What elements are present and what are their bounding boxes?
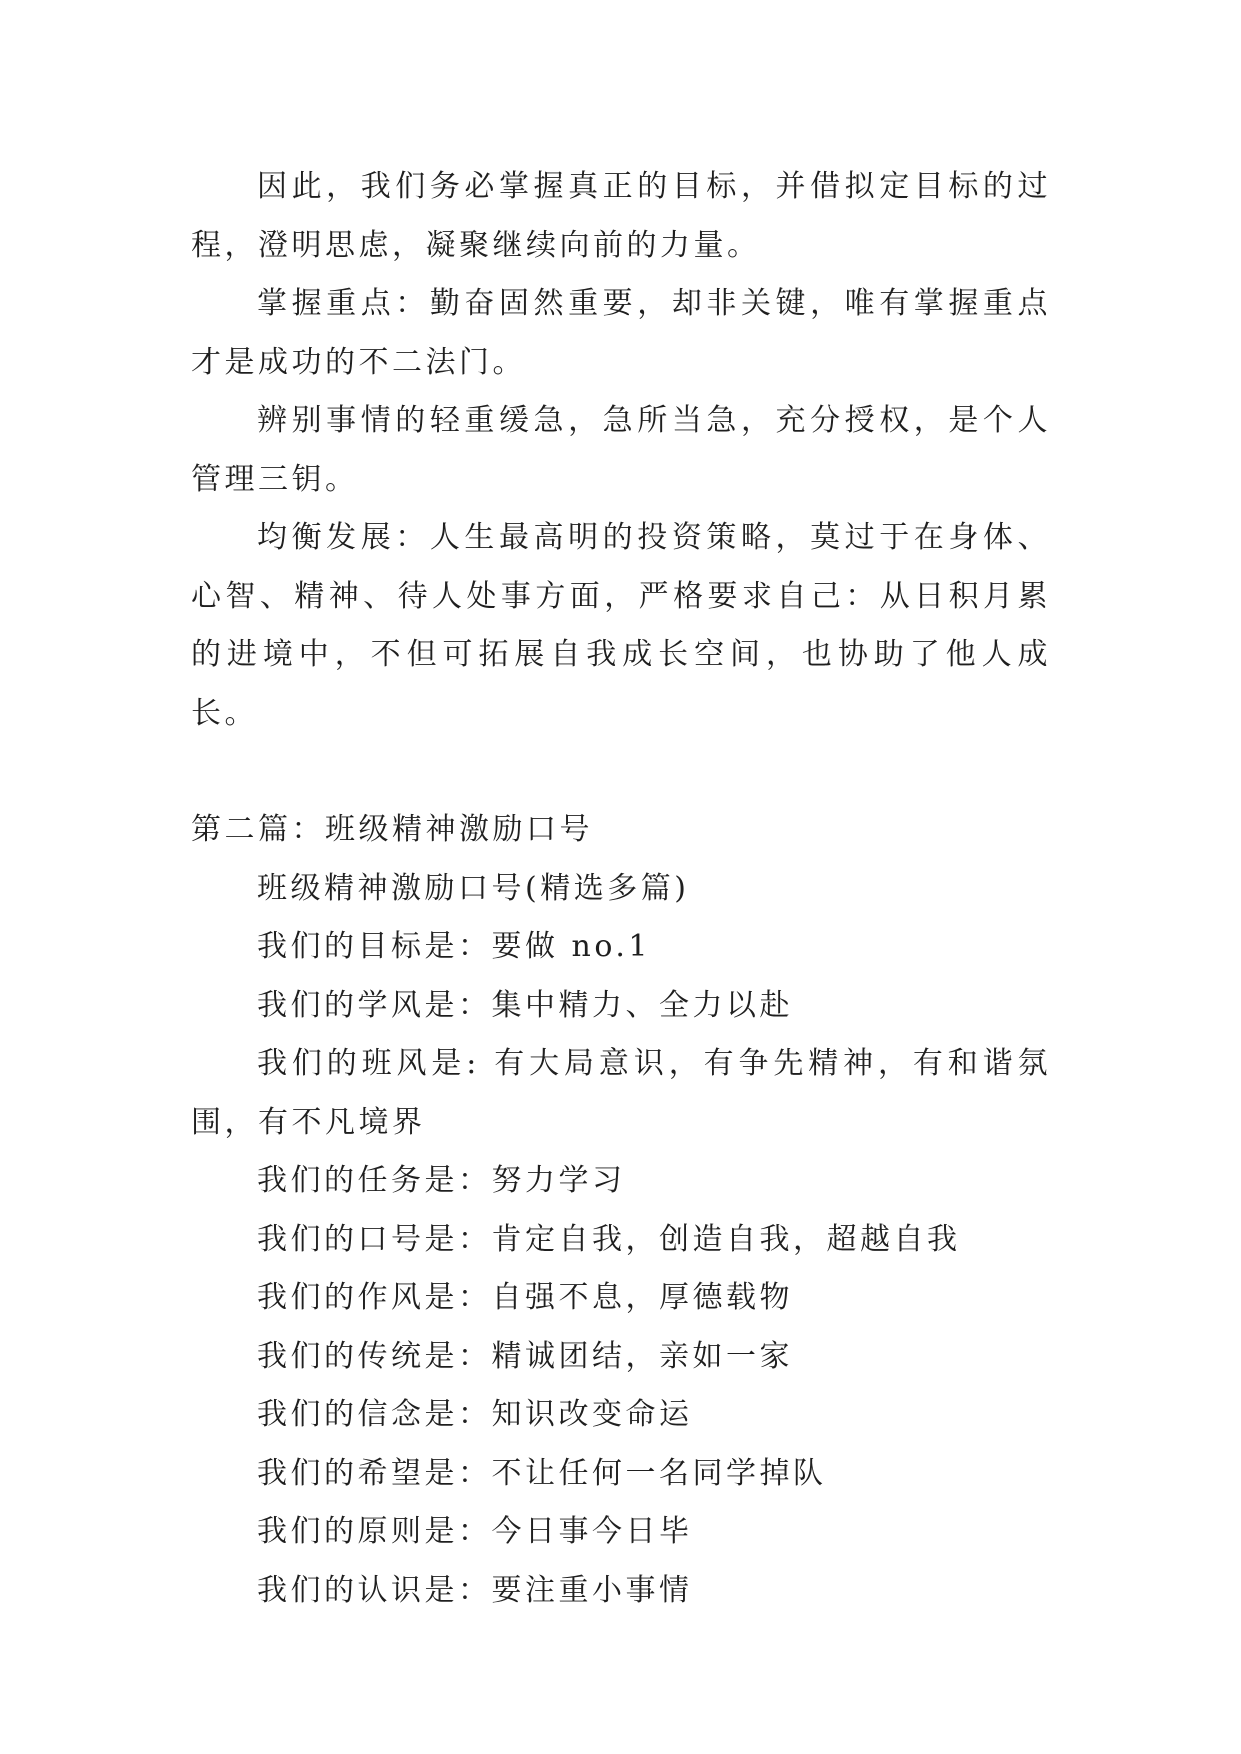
- paragraph-balance: 均衡发展：人生最高明的投资策略，莫过于在身体、心智、精神、待人处事方面，严格要求自己：从日积月累的进境中，不但可拓展自我成长空间，也协助了他人成长。: [191, 520, 1051, 731]
- section-subtitle: 班级精神激励口号(精选多篇): [257, 870, 690, 906]
- slogan-study-style: 我们的学风是：集中精力、全力以赴: [257, 987, 793, 1023]
- slogan-tradition: 我们的传统是：精诚团结，亲如一家: [257, 1338, 793, 1374]
- slogan-belief: 我们的信念是：知识改变命运: [257, 1397, 693, 1432]
- slogan-goal: 我们的目标是：要做 no.1: [257, 929, 652, 964]
- slogan-conduct: 我们的作风是：自强不息，厚德载物: [257, 1280, 793, 1315]
- document-body: [191, 158, 1051, 1620]
- slogan-motto: 我们的口号是：肯定自我，创造自我，超越自我: [257, 1221, 961, 1257]
- paragraph-focus: 掌握重点：勤奋固然重要，却非关键，唯有掌握重点才是成功的不二法门。: [191, 286, 1051, 380]
- paragraph-goal: 因此，我们务必掌握真正的目标，并借拟定目标的过程，澄明思虑，凝聚继续向前的力量。: [191, 169, 1051, 263]
- section-heading: 第二篇：班级精神激励口号: [191, 812, 593, 847]
- slogan-task: 我们的任务是：努力学习: [257, 1163, 626, 1198]
- slogan-class-style: 我们的班风是: 有大局意识，有争先精神，有和谐氛围，有不凡境界: [191, 1046, 1051, 1140]
- section-spacer: [191, 743, 1051, 801]
- slogan-hope: 我们的希望是：不让任何一名同学掉队: [257, 1455, 827, 1491]
- slogan-awareness: 我们的认识是：要注重小事情: [257, 1572, 693, 1608]
- slogan-principle: 我们的原则是：今日事今日毕: [257, 1514, 693, 1549]
- paragraph-priorities: 辨别事情的轻重缓急，急所当急，充分授权，是个人管理三钥。: [191, 403, 1051, 497]
